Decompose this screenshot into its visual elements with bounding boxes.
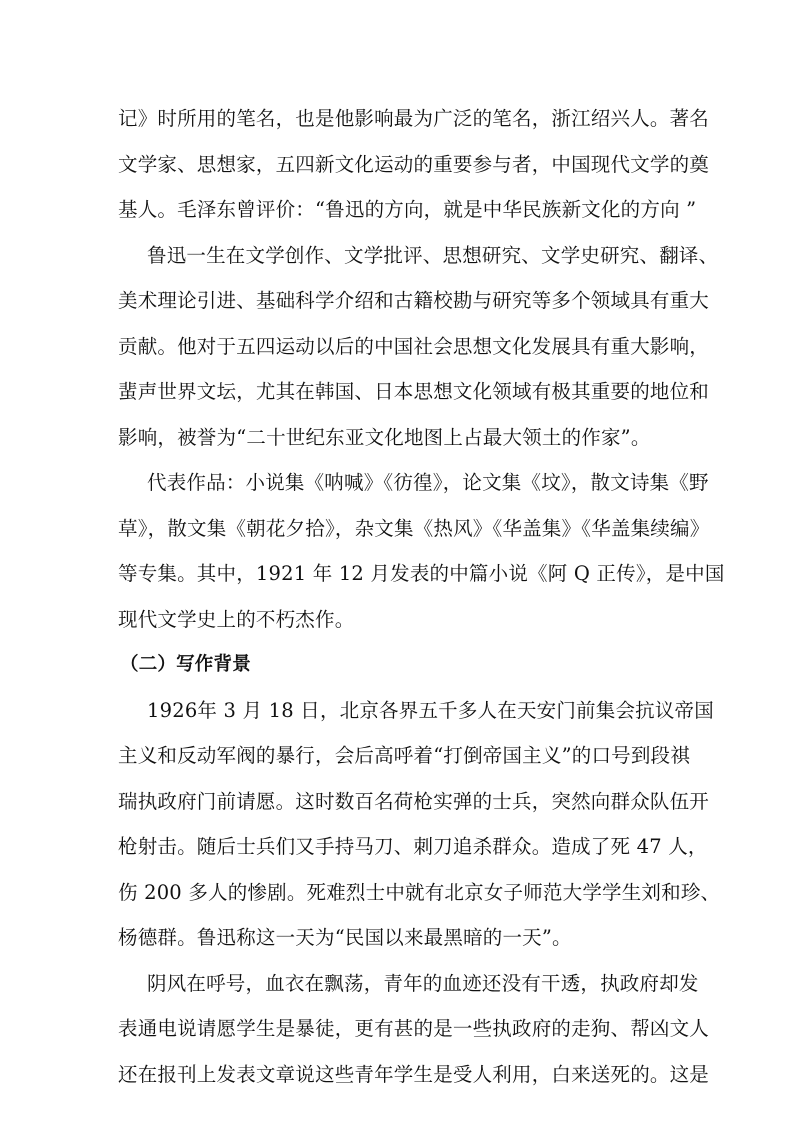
paragraph-contributions (118, 233, 719, 461)
text-line: 现代文学史上的不朽杰作。 (118, 607, 355, 631)
text-line: 伤 200 多人的惨剧。死难烈士中就有北京女子师范大学学生刘和珍、 (118, 880, 721, 904)
text-line: 美术理论引进、基础科学介绍和古籍校勘与研究等多个领域具有重大 (118, 289, 710, 312)
text-line: 杨德群。鲁迅称这一天为“民国以来最黑暗的一天”。 (118, 926, 572, 949)
paragraph-march-18-event (118, 688, 721, 961)
text-line: 还在报刊上发表文章说这些青年学生是受人利用，白来送死的。这是 (118, 1062, 710, 1086)
section-heading-writing-background: （二）写作背景 (120, 654, 251, 675)
document-body (118, 96, 725, 1097)
text-line: 主义和反动军阀的暴行，会后高呼着“打倒帝国主义”的口号到段祺 (118, 744, 690, 767)
text-line: 文学家、思想家，五四新文化运动的重要参与者，中国现代文学的奠 (118, 152, 710, 176)
text-line: 草》，散文集《朝花夕拾》，杂文集《热风》《华盖集》《华盖集续编》 (118, 516, 710, 540)
text-line: 瑞执政府门前请愿。这时数百名荷枪实弹的士兵，突然向群众队伍开 (118, 789, 710, 813)
text-line: 影响，被誉为“二十世纪东亚文化地图上占最大领土的作家”。 (118, 425, 651, 449)
text-line: 记》时所用的笔名，也是他影响最为广泛的笔名，浙江绍兴人。著名 (118, 107, 710, 130)
text-line: 贡献。他对于五四运动以后的中国社会思想文化发展具有重大影响， (118, 334, 710, 358)
text-line: 基人。毛泽东曾评价：“鲁迅的方向，就是中华民族新文化的方向 ” (118, 198, 697, 221)
text-line: 阴风在呼号，血衣在飘荡，青年的血迹还没有干透，执政府却发 (147, 971, 699, 995)
text-line: 表通电说请愿学生是暴徒，更有甚的是一些执政府的走狗、帮凶文人 (118, 1017, 710, 1040)
paragraph-author-intro (118, 96, 710, 233)
paragraph-representative-works (118, 460, 725, 642)
text-line: 代表作品：小说集《呐喊》《彷徨》，论文集《坟》，散文诗集《野 (147, 471, 709, 494)
paragraph-aftermath (118, 961, 710, 1098)
text-line: 鲁迅一生在文学创作、文学批评、思想研究、文学史研究、翻译、 (147, 243, 719, 267)
text-line: 枪射击。随后士兵们又手持马刀、刺刀追杀群众。造成了死 47 人， (118, 835, 708, 858)
text-line: 蜚声世界文坛，尤其在韩国、日本思想文化领域有极其重要的地位和 (118, 380, 710, 403)
text-line: 等专集。其中，1921 年 12 月发表的中篇小说《阿 Q 正传》，是中国 (118, 562, 725, 585)
text-line: 1926年 3 月 18 日，北京各界五千多人在天安门前集会抗议帝国 (147, 698, 714, 722)
